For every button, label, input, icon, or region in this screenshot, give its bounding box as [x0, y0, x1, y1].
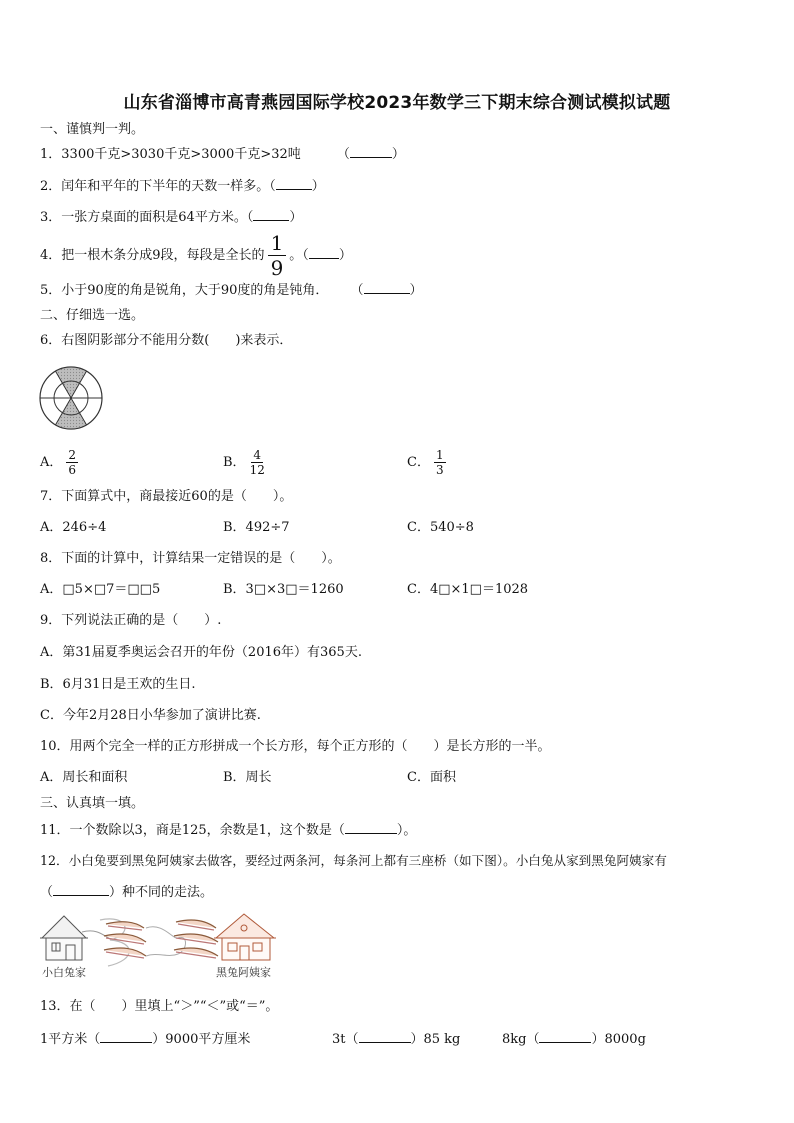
question-text: 闰年和平年的下半年的天数一样多。（ — [61, 179, 276, 194]
section-heading: 二、仔细选一选。 — [40, 308, 145, 323]
river-one-bridges — [100, 919, 146, 966]
question-number: 6． — [40, 333, 62, 348]
question-6 — [40, 332, 292, 350]
question-3: 3．一张方桌面的面积是64平方米。（ ） — [40, 210, 303, 225]
fraction: $\frac{1}{9}$ — [268, 233, 287, 278]
question-number: 1． — [40, 147, 62, 162]
bridges-illustration — [38, 910, 283, 982]
rabbit-house-icon — [40, 916, 112, 960]
question-2: 2．闰年和平年的下半年的天数一样多。（ ） — [40, 179, 325, 194]
question-text: 小白兔要到黑兔阿姨家去做客，要经过两条河，每条河上都有三座桥（如下图）。小白兔从家到黑兔阿姨家有 — [68, 853, 667, 868]
question-number: 8． — [40, 551, 62, 566]
answer-blank[interactable] — [359, 1030, 411, 1043]
question-text: 3300千克>3030千克>3000千克>32吨 — [61, 147, 301, 162]
option-a[interactable]: A．周长和面积 — [40, 770, 128, 785]
answer-blank[interactable] — [345, 821, 397, 834]
question-number: 5． — [40, 283, 62, 298]
question-number: 10． — [40, 739, 70, 754]
left-house-label: 小白兔家 — [42, 966, 86, 979]
answer-blank[interactable] — [309, 246, 339, 259]
compare-item: 8kg（ ）8000g — [502, 1032, 646, 1047]
fraction: $\frac{1}{3}$ — [435, 448, 444, 477]
question-number: 13． — [40, 999, 70, 1014]
answer-blank[interactable] — [253, 208, 289, 221]
answer-blank[interactable] — [364, 281, 410, 294]
option-c[interactable]: C．4□×1□＝1028 — [407, 582, 529, 597]
question-1: 1．3300千克>3030千克>3000千克>32吨 （ ） — [40, 147, 405, 162]
question-number: 11． — [40, 823, 70, 838]
option-c[interactable]: C．540÷8 — [407, 520, 474, 535]
option-a[interactable]: A．246÷4 — [40, 520, 107, 535]
compare-item: 3t（ ）85 kg — [332, 1032, 461, 1047]
fraction: $\frac{4}{12}$ — [249, 448, 265, 477]
question-12-line2: （ ）种不同的走法。 — [40, 885, 214, 900]
question-text: 用两个完全一样的正方形拼成一个长方形，每个正方形的（ ）是长方形的一半。 — [69, 739, 551, 754]
option-a[interactable]: A．第31届夏季奥运会召开的年份（2016年）有365天. — [40, 645, 362, 660]
compare-item: 1平方米（ ）9000平方厘米 — [40, 1032, 251, 1047]
option-a[interactable]: A． $\frac{2}{6}$ — [40, 448, 77, 477]
question-9 — [40, 612, 221, 630]
question-4: 4．把一根木条分成9段，每段是全长的 $\frac{1}{9}$ 。（ ） — [40, 231, 352, 280]
section-heading: 三、认真填一填。 — [40, 796, 145, 811]
fraction: $\frac{2}{6}$ — [68, 448, 77, 477]
shaded-circle-figure — [36, 365, 106, 431]
answer-blank[interactable] — [276, 177, 312, 190]
question-text: 右图阴影部分不能用分数( )来表示． — [61, 333, 293, 348]
question-8 — [40, 550, 341, 568]
question-text: 在（ ）里填上“＞”“＜”或“＝”。 — [69, 999, 279, 1014]
question-10 — [40, 738, 551, 756]
answer-blank[interactable] — [53, 883, 109, 896]
option-c[interactable]: C． $\frac{1}{3}$ — [407, 448, 444, 477]
option-c[interactable]: C．面积 — [407, 770, 456, 785]
question-number: 7． — [40, 489, 62, 504]
option-a[interactable]: A．□5×□7＝□□5 — [40, 582, 161, 597]
answer-blank[interactable] — [100, 1030, 152, 1043]
option-c[interactable]: C．今年2月28日小华参加了演讲比赛. — [40, 708, 261, 723]
right-house-label: 黑兔阿姨家 — [216, 966, 271, 979]
question-text: 小于90度的角是锐角，大于90度的角是钝角． — [61, 283, 329, 298]
question-text: 下面的计算中，计算结果一定错误的是（ ）。 — [61, 551, 341, 566]
river-two-bridges — [174, 920, 218, 958]
answer-blank[interactable] — [539, 1030, 591, 1043]
question-13 — [40, 998, 278, 1016]
option-b[interactable]: B．3□×3□＝1260 — [223, 582, 344, 597]
question-number: 4． — [40, 248, 62, 263]
question-text: 下列说法正确的是（ ）. — [61, 613, 222, 628]
question-text: 下面算式中，商最接近60的是（ ）。 — [61, 489, 293, 504]
question-12 — [40, 852, 667, 870]
question-7 — [40, 488, 292, 506]
question-number: 9． — [40, 613, 62, 628]
question-11: 11．一个数除以3，商是125，余数是1，这个数是（ ）。 — [40, 823, 417, 838]
page-title: 山东省淄博市高青燕园国际学校2023年数学三下期末综合测试模拟试题 — [123, 93, 671, 113]
option-b[interactable]: B．6月31日是王欢的生日. — [40, 677, 196, 692]
option-b[interactable]: B．周长 — [223, 770, 272, 785]
question-text: 一个数除以3，商是125，余数是1，这个数是（ — [69, 823, 345, 838]
section-heading: 一、谨慎判一判。 — [40, 122, 145, 137]
option-b[interactable]: B． $\frac{4}{12}$ — [223, 448, 265, 477]
question-number: 2． — [40, 179, 62, 194]
aunt-house-icon — [214, 914, 276, 960]
question-text: 把一根木条分成9段，每段是全长的 — [61, 248, 265, 263]
question-text: 一张方桌面的面积是64平方米。（ — [61, 210, 254, 225]
question-number: 3． — [40, 210, 62, 225]
option-b[interactable]: B．492÷7 — [223, 520, 290, 535]
answer-blank[interactable] — [350, 145, 392, 158]
question-5: 5．小于90度的角是锐角，大于90度的角是钝角． （ ） — [40, 283, 423, 298]
question-number: 12． — [40, 853, 69, 868]
